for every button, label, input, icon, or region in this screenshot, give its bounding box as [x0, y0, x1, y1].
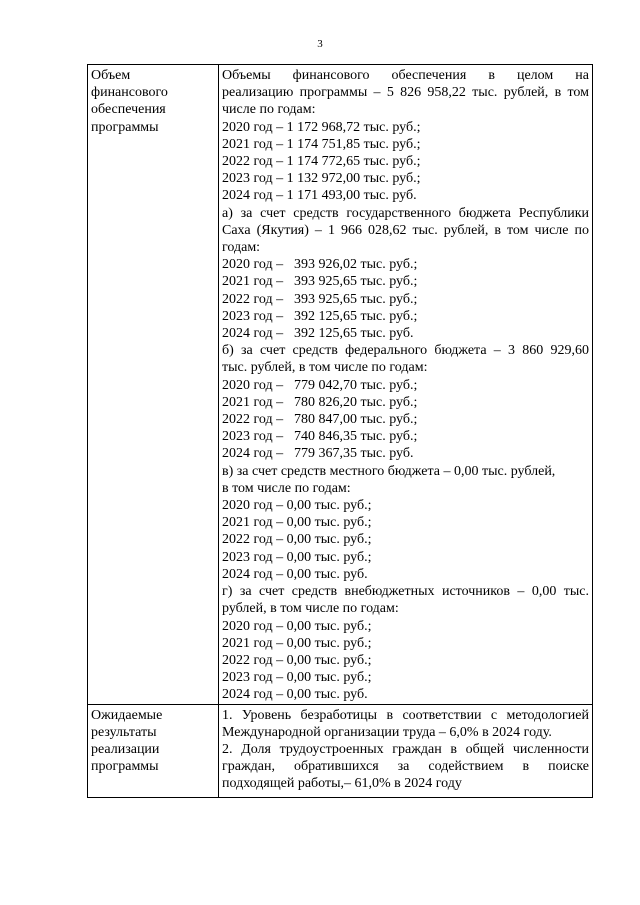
year-label: 2023 год – [222, 429, 284, 445]
year-value: 392 125,65 тыс. руб.; [294, 308, 418, 324]
source-c-heading-line: в) за счет средств местного бюджета – 0,00 тыс. рублей, [222, 463, 556, 479]
financing-label-line: финансового [91, 85, 168, 101]
year-label: 2024 год – [222, 326, 284, 342]
source-b-year-row [222, 377, 589, 394]
source-a-year-row [222, 273, 589, 290]
results-label-line: Ожидаемые [91, 707, 163, 723]
total-year-line: 2022 год – 1 174 772,65 тыс. руб.; [222, 154, 421, 170]
source-c-year-line: 2023 год – 0,00 тыс. руб.; [222, 549, 372, 565]
year-label: 2022 год – [222, 291, 284, 307]
year-label: 2021 год – [222, 394, 284, 410]
result-2-line: подходящей работы,– 61,0% в 2024 году [222, 776, 462, 792]
financing-label-line: программы [91, 119, 159, 135]
program-passport-table [87, 64, 593, 798]
year-label: 2024 год – [222, 446, 284, 462]
year-value: 740 846,35 тыс. руб.; [294, 429, 418, 445]
source-d-year-line: 2020 год – 0,00 тыс. руб.; [222, 618, 372, 634]
source-c-heading-line: в том числе по годам: [222, 480, 351, 496]
financing-intro-line: Объемы финансового обеспечения в целом на [222, 68, 589, 83]
page-number: 3 [317, 38, 323, 50]
total-year-line: 2021 год – 1 174 751,85 тыс. руб.; [222, 136, 421, 152]
result-2-line: 2. Доля трудоустроенных граждан в общей численности [222, 741, 589, 757]
year-label: 2023 год – [222, 308, 284, 324]
year-value: 779 042,70 тыс. руб.; [294, 377, 418, 393]
year-value: 780 847,00 тыс. руб.; [294, 412, 418, 428]
year-value: 392 125,65 тыс. руб. [294, 326, 414, 342]
year-label: 2021 год – [222, 274, 284, 290]
financing-intro-line: реализацию программы – 5 826 958,22 тыс. рублей, в том [222, 85, 589, 101]
source-a-year-row [222, 308, 589, 325]
source-b-heading-line: б) за счет средств федерального бюджета – 3 860 929,60 [222, 343, 589, 359]
source-d-heading-line: г) за счет средств внебюджетных источников – 0,00 тыс. [222, 584, 589, 600]
source-b-year-row [222, 445, 589, 462]
source-a-heading-line: годам: [222, 240, 261, 256]
year-value: 393 925,65 тыс. руб.; [294, 291, 418, 307]
year-label: 2022 год – [222, 412, 284, 428]
source-b-heading-line: тыс. рублей, в том числе по годам: [222, 360, 428, 376]
year-value: 779 367,35 тыс. руб. [294, 446, 414, 462]
year-value: 393 925,65 тыс. руб.; [294, 274, 418, 290]
source-b-year-row [222, 428, 589, 445]
results-label-line: результаты [91, 724, 157, 740]
results-label-cell [88, 704, 219, 797]
source-b-year-row [222, 411, 589, 428]
source-a-year-row [222, 325, 589, 342]
financing-label-line: Объем [91, 68, 131, 83]
source-d-heading-line: рублей, в том числе по годам: [222, 601, 399, 617]
source-c-year-line: 2024 год – 0,00 тыс. руб. [222, 566, 368, 582]
source-a-heading-line: Саха (Якутия) – 1 966 028,62 тыс. рублей, в том числе по [222, 222, 589, 238]
source-c-year-line: 2022 год – 0,00 тыс. руб.; [222, 532, 372, 548]
financing-label-cell [88, 65, 219, 705]
results-label-line: реализации [91, 741, 160, 757]
source-b-year-row [222, 394, 589, 411]
source-d-year-line: 2022 год – 0,00 тыс. руб.; [222, 652, 372, 668]
financing-intro-line: числе по годам: [222, 102, 316, 118]
source-a-heading-line: а) за счет средств государственного бюджета Республики [222, 205, 589, 221]
source-a-year-row [222, 256, 589, 273]
total-year-line: 2023 год – 1 132 972,00 тыс. руб.; [222, 171, 421, 187]
results-label-line: программы [91, 759, 159, 775]
total-year-line: 2024 год – 1 171 493,00 тыс. руб. [222, 188, 417, 204]
table-row-results [88, 704, 593, 797]
source-d-year-line: 2023 год – 0,00 тыс. руб.; [222, 670, 372, 686]
year-value: 393 926,02 тыс. руб.; [294, 257, 418, 273]
financing-content-cell [219, 65, 593, 705]
results-content-cell [219, 704, 593, 797]
source-d-year-line: 2021 год – 0,00 тыс. руб.; [222, 635, 372, 651]
result-2-line: граждан, обратившихся за содействием в поиске [222, 759, 589, 775]
financing-label-line: обеспечения [91, 102, 166, 118]
source-d-year-line: 2024 год – 0,00 тыс. руб. [222, 687, 368, 703]
result-1-line: Международной организации труда – 6,0% в 2024 году. [222, 724, 552, 740]
source-c-year-line: 2020 год – 0,00 тыс. руб.; [222, 498, 372, 514]
source-c-year-line: 2021 год – 0,00 тыс. руб.; [222, 515, 372, 531]
result-1-line: 1. Уровень безработицы в соответствии с методологией [222, 707, 589, 723]
table-row-financing [88, 65, 593, 705]
year-value: 780 826,20 тыс. руб.; [294, 394, 418, 410]
total-year-line: 2020 год – 1 172 968,72 тыс. руб.; [222, 119, 421, 135]
year-label: 2020 год – [222, 377, 284, 393]
year-label: 2020 год – [222, 257, 284, 273]
source-a-year-row [222, 291, 589, 308]
